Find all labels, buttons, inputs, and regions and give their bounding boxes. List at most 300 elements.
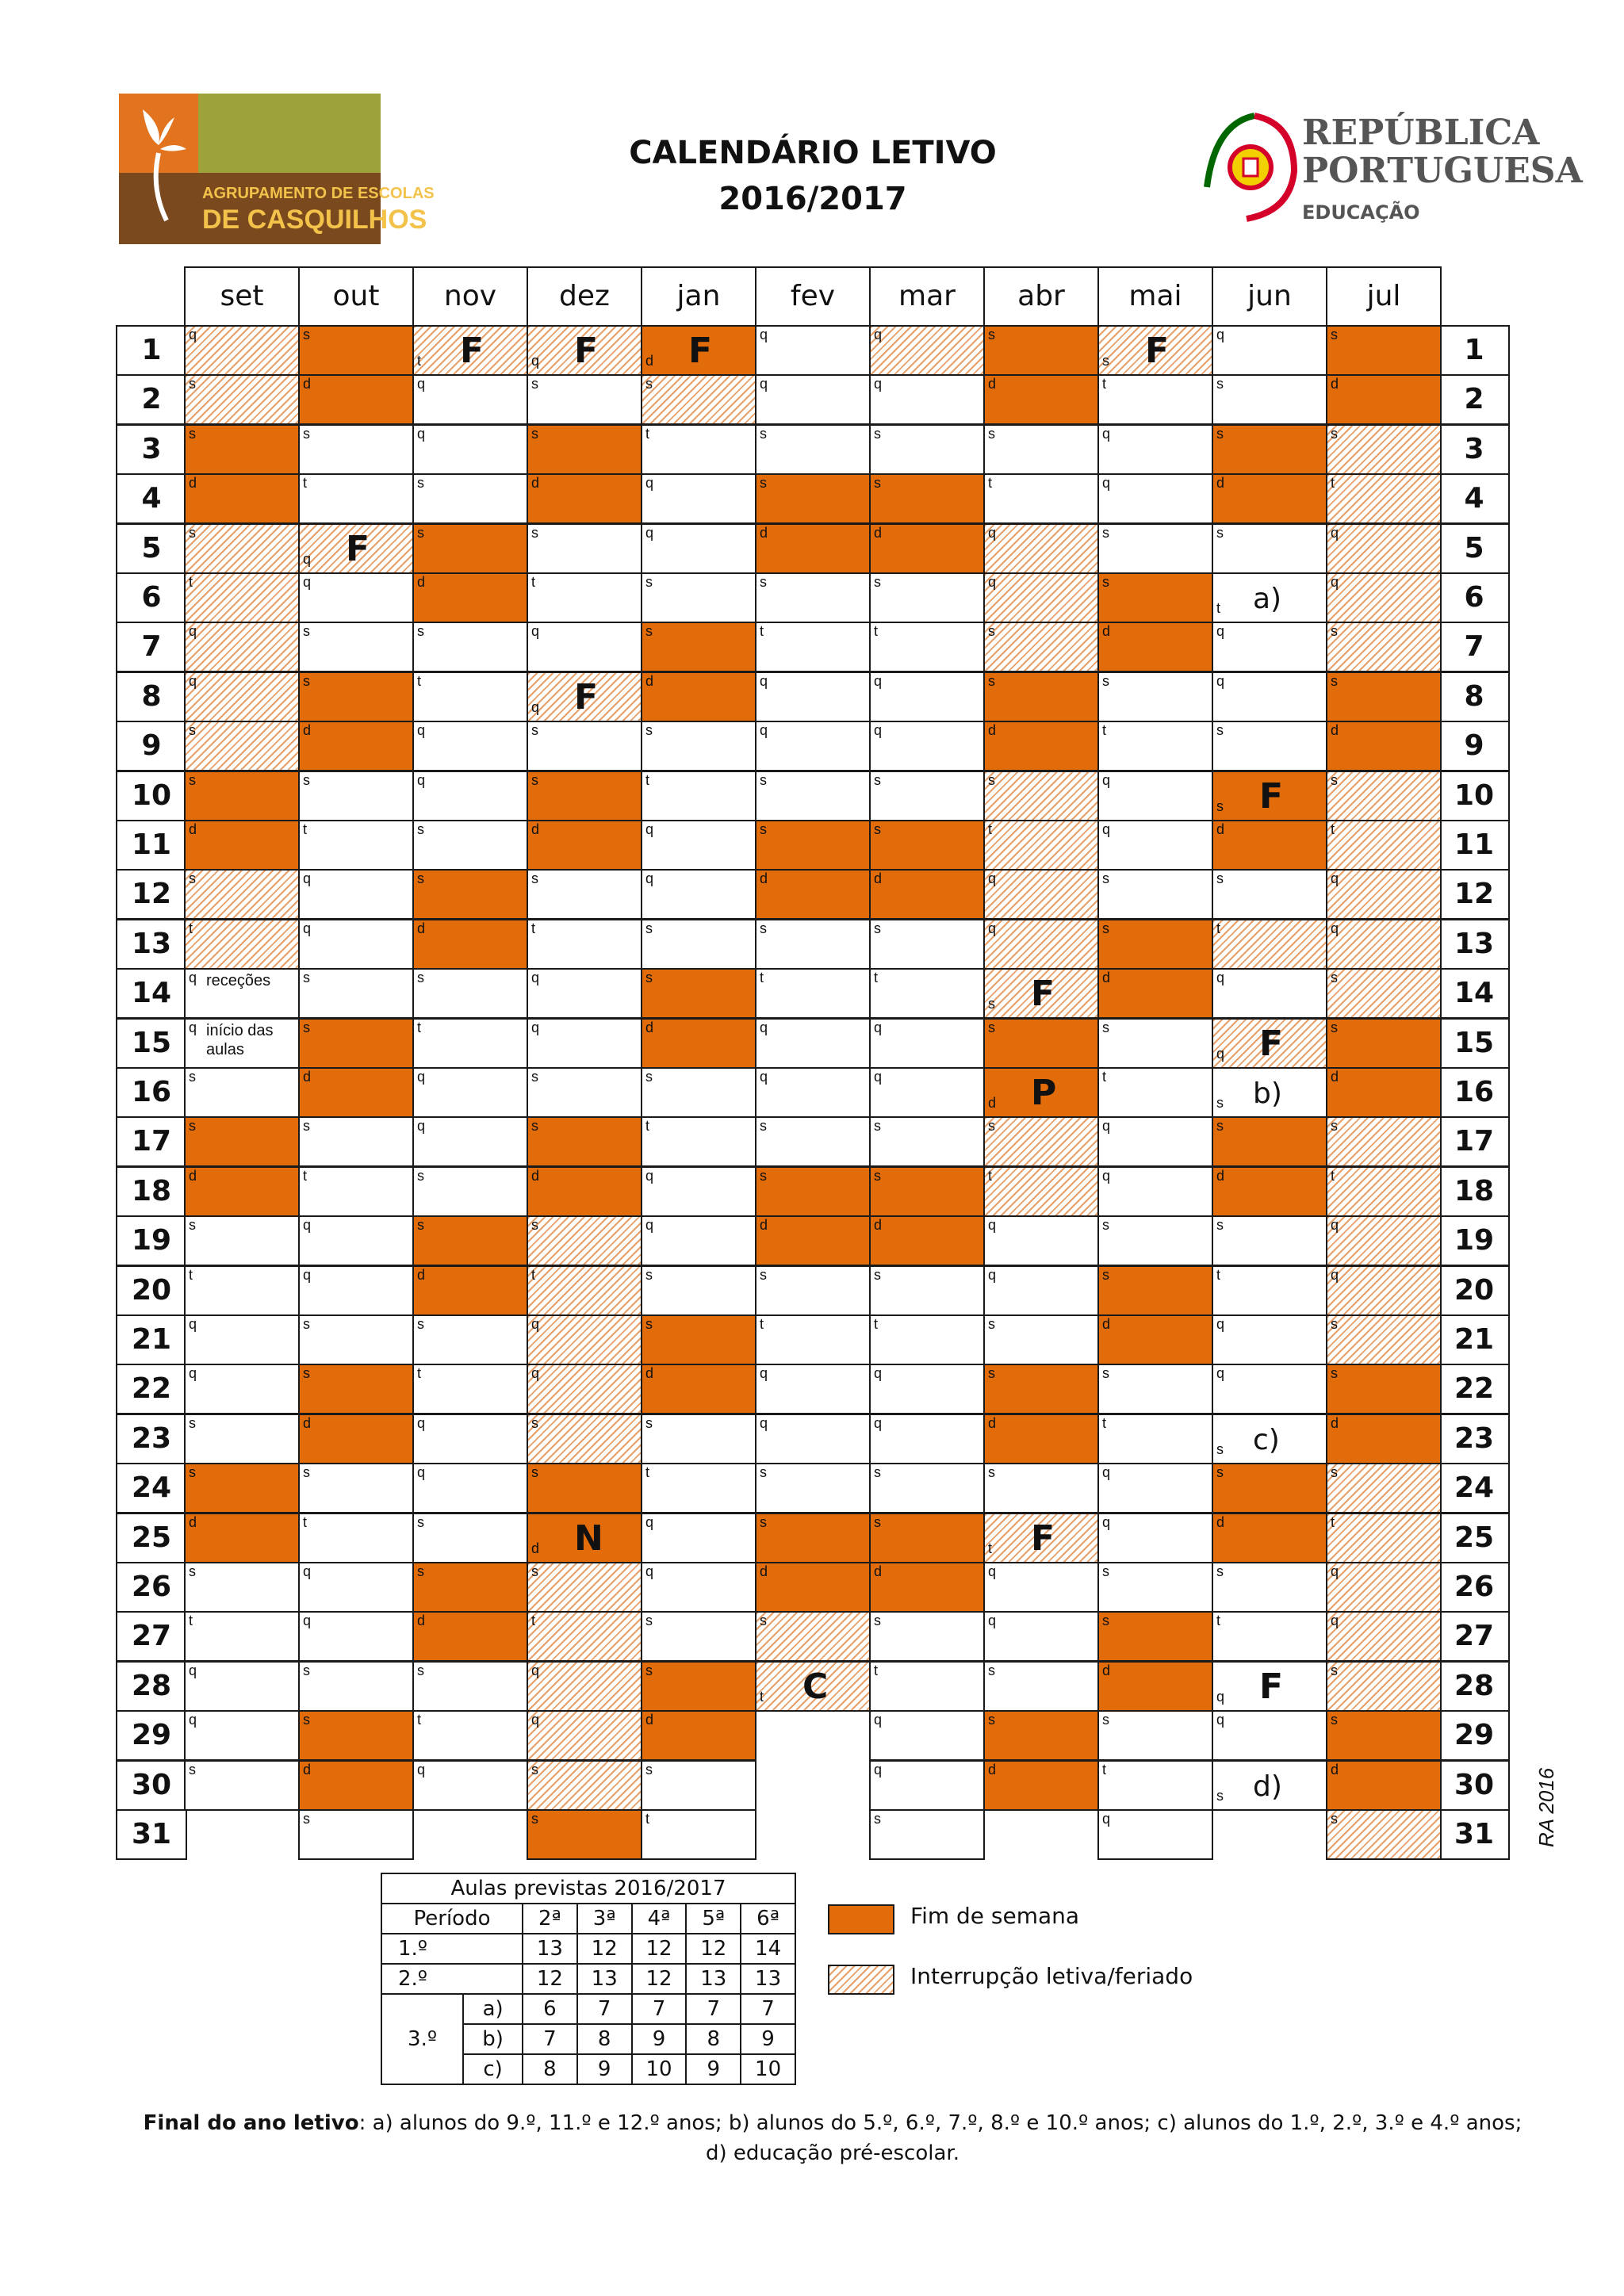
day-cell	[1326, 1067, 1442, 1118]
day-cell	[1326, 572, 1442, 623]
weekday-letter: q	[760, 376, 768, 392]
weekday-letter: t	[1331, 1168, 1335, 1184]
weekday-letter: q	[303, 1217, 312, 1233]
day-cell	[1326, 820, 1442, 871]
weekday-letter: s	[874, 920, 881, 936]
day-mark: F	[1031, 974, 1055, 1014]
day-cell	[1097, 473, 1213, 524]
weekday-letter: s	[303, 1118, 310, 1134]
weekday-letter: s	[1102, 353, 1109, 369]
footer-note	[143, 2109, 1522, 2137]
day-cell	[1212, 374, 1327, 425]
day-cell	[184, 1166, 300, 1217]
day-number-right: 8	[1438, 672, 1510, 722]
day-cell	[1212, 1116, 1327, 1167]
weekday-letter: t	[1216, 1267, 1221, 1283]
weekday-letter: s	[1216, 1095, 1224, 1111]
weekday-letter: q	[760, 673, 768, 689]
day-cell	[184, 721, 300, 771]
day-cell	[298, 1215, 414, 1266]
day-cell	[983, 1710, 1099, 1761]
day-cell	[298, 523, 414, 574]
weekday-letter: s	[189, 1464, 196, 1480]
day-cell	[641, 672, 756, 722]
day-cell	[641, 820, 756, 871]
day-cell	[184, 1414, 300, 1464]
day-cell	[641, 1463, 756, 1513]
weekday-letter: s	[760, 426, 767, 442]
day-cell	[298, 622, 414, 672]
day-cell	[527, 1314, 642, 1365]
weekday-letter: s	[189, 426, 196, 442]
day-cell	[755, 1414, 871, 1464]
weekday-letter: s	[303, 970, 310, 985]
weekday-letter: s	[988, 1712, 995, 1728]
day-cell	[1097, 919, 1213, 970]
weekday-letter: t	[760, 970, 764, 985]
day-cell	[1097, 523, 1213, 574]
day-cell	[1097, 1018, 1213, 1069]
day-cell	[412, 1760, 528, 1811]
weekday-letter: s	[531, 871, 538, 886]
weekday-letter: q	[645, 475, 654, 491]
day-cell	[1326, 473, 1442, 524]
weekday-letter: s	[417, 821, 424, 837]
day-cell	[298, 1265, 414, 1316]
day-cell	[527, 1760, 642, 1811]
end-of-year-note: b)	[1253, 1077, 1282, 1110]
weekday-letter: d	[1216, 1168, 1225, 1184]
weekday-letter: q	[417, 426, 426, 442]
weekday-letter: q	[531, 1365, 540, 1381]
day-cell	[1212, 1314, 1327, 1365]
day-cell	[412, 1314, 528, 1365]
weekday-letter: s	[988, 996, 995, 1012]
day-number-left: 9	[116, 721, 187, 771]
day-mark: F	[1259, 1667, 1284, 1707]
day-number-right: 20	[1438, 1265, 1510, 1316]
day-cell	[869, 1513, 985, 1563]
weekday-letter: q	[1216, 327, 1225, 342]
weekday-letter: q	[988, 1217, 997, 1233]
day-cell	[1097, 1166, 1213, 1217]
day-cell	[983, 1513, 1099, 1563]
day-cell	[184, 1661, 300, 1712]
day-number-left: 29	[116, 1710, 187, 1761]
weekday-letter: s	[189, 1762, 196, 1777]
day-cell	[1212, 523, 1327, 574]
day-number-right: 6	[1438, 572, 1510, 623]
weekday-letter: t	[1331, 475, 1335, 491]
day-cell	[1097, 721, 1213, 771]
weekday-letter: t	[645, 426, 650, 442]
weekday-letter: d	[531, 475, 540, 491]
day-number-right: 16	[1438, 1067, 1510, 1118]
weekday-letter: d	[531, 1168, 540, 1184]
day-cell	[412, 1364, 528, 1414]
day-number-left: 11	[116, 820, 187, 871]
day-number-left: 2	[116, 374, 187, 425]
weekday-letter: q	[1331, 525, 1339, 541]
day-cell	[641, 1760, 756, 1811]
day-annotation: início das aulas	[206, 1022, 274, 1058]
day-cell	[983, 672, 1099, 722]
weekday-letter: s	[874, 1267, 881, 1283]
day-cell	[1212, 919, 1327, 970]
day-cell	[184, 1265, 300, 1316]
weekday-letter: q	[417, 722, 426, 738]
month-header-out: out	[298, 266, 414, 328]
day-cell	[1212, 1611, 1327, 1662]
day-cell	[1326, 1364, 1442, 1414]
weekday-letter: q	[189, 1663, 197, 1678]
weekday-letter: s	[645, 1415, 653, 1431]
day-cell	[755, 1562, 871, 1613]
day-cell	[184, 1314, 300, 1365]
day-cell	[412, 1265, 528, 1316]
day-cell	[184, 672, 300, 722]
weekday-letter: q	[874, 673, 883, 689]
day-number-right: 13	[1438, 919, 1510, 970]
day-cell	[641, 473, 756, 524]
day-cell	[755, 771, 871, 821]
day-cell	[1097, 1760, 1213, 1811]
day-cell	[1212, 968, 1327, 1019]
day-cell	[983, 1414, 1099, 1464]
day-cell	[983, 473, 1099, 524]
day-mark: F	[1145, 331, 1170, 371]
weekday-letter: s	[1331, 1118, 1338, 1134]
weekday-letter: s	[1216, 1118, 1224, 1134]
day-annotation: receções	[206, 972, 271, 989]
day-cell	[298, 1760, 414, 1811]
day-number-left: 8	[116, 672, 187, 722]
weekday-letter: q	[988, 1563, 997, 1579]
weekday-letter: t	[1102, 1762, 1107, 1777]
day-number-left: 24	[116, 1463, 187, 1513]
day-cell	[1097, 1710, 1213, 1761]
day-number-right: 4	[1438, 473, 1510, 524]
weekday-letter: t	[988, 475, 993, 491]
day-cell	[412, 572, 528, 623]
day-cell	[983, 1215, 1099, 1266]
day-cell	[983, 325, 1099, 376]
weekday-letter: q	[988, 525, 997, 541]
day-cell	[184, 1611, 300, 1662]
day-cell	[527, 1116, 642, 1167]
weekday-letter: s	[417, 475, 424, 491]
legend-weekend-label: Fim de semana	[910, 1903, 1080, 1929]
day-cell	[641, 1661, 756, 1712]
weekday-letter: q	[303, 871, 312, 886]
day-cell	[1097, 820, 1213, 871]
weekday-letter: s	[531, 1069, 538, 1085]
day-cell	[1097, 968, 1213, 1019]
day-cell	[298, 1710, 414, 1761]
weekday-letter: s	[303, 1663, 310, 1678]
day-mark: N	[574, 1518, 603, 1559]
weekday-letter: s	[1216, 525, 1224, 541]
day-cell	[527, 1661, 642, 1712]
day-cell	[412, 424, 528, 475]
day-cell	[641, 1809, 756, 1860]
day-number-left: 18	[116, 1166, 187, 1217]
day-cell	[1326, 1314, 1442, 1365]
day-mark: F	[574, 677, 599, 718]
day-cell	[1326, 325, 1442, 376]
day-cell	[755, 1364, 871, 1414]
day-cell	[641, 1067, 756, 1118]
day-cell	[1326, 968, 1442, 1019]
day-cell	[869, 1760, 985, 1811]
day-cell	[412, 919, 528, 970]
weekday-letter: q	[874, 1762, 883, 1777]
day-cell	[755, 1018, 871, 1069]
weekday-letter: s	[189, 871, 196, 886]
weekday-letter: q	[645, 1563, 654, 1579]
month-header-fev: fev	[755, 266, 871, 328]
weekday-letter: s	[417, 1316, 424, 1332]
day-cell	[1097, 1463, 1213, 1513]
day-cell	[869, 820, 985, 871]
day-cell	[1326, 672, 1442, 722]
weekday-letter: t	[417, 1712, 422, 1728]
weekday-letter: q	[1216, 970, 1225, 985]
day-cell	[298, 721, 414, 771]
day-mark: F	[460, 331, 485, 371]
weekday-letter: s	[417, 871, 424, 886]
weekday-letter: t	[531, 1613, 536, 1628]
month-header-jul: jul	[1326, 266, 1442, 328]
weekday-letter: s	[1331, 1663, 1338, 1678]
day-cell	[412, 771, 528, 821]
weekday-letter: s	[874, 821, 881, 837]
day-mark: F	[346, 529, 370, 569]
day-cell	[983, 1463, 1099, 1513]
weekday-letter: q	[531, 1316, 540, 1332]
day-number-left: 22	[116, 1364, 187, 1414]
weekday-letter: t	[303, 475, 308, 491]
weekday-letter: q	[189, 673, 197, 689]
weekday-letter: s	[760, 1613, 767, 1628]
weekday-letter: q	[303, 920, 312, 936]
day-number-right: 17	[1438, 1116, 1510, 1167]
day-cell	[412, 1661, 528, 1712]
weekday-letter: q	[417, 1069, 426, 1085]
day-cell	[983, 622, 1099, 672]
day-cell	[1097, 1116, 1213, 1167]
weekday-letter: d	[189, 1168, 197, 1184]
day-cell	[1097, 1215, 1213, 1266]
weekday-letter: s	[417, 1217, 424, 1233]
day-cell	[298, 424, 414, 475]
day-number-left: 28	[116, 1661, 187, 1712]
weekday-letter: s	[645, 1069, 653, 1085]
day-cell	[641, 869, 756, 920]
weekday-letter: d	[1102, 970, 1111, 985]
weekday-letter: t	[189, 1267, 193, 1283]
weekday-letter: s	[1216, 376, 1224, 392]
day-cell	[412, 622, 528, 672]
weekday-letter: s	[874, 1464, 881, 1480]
weekday-letter: q	[1216, 1689, 1225, 1705]
weekday-letter: q	[189, 1316, 197, 1332]
day-cell	[184, 1710, 300, 1761]
summary-col-header: 4ª	[632, 1904, 687, 1934]
day-cell	[1097, 325, 1213, 376]
weekday-letter: t	[760, 1689, 764, 1705]
weekday-letter: q	[988, 574, 997, 590]
weekday-letter: t	[645, 1118, 650, 1134]
day-number-right: 3	[1438, 424, 1510, 475]
weekday-letter: s	[1102, 1365, 1109, 1381]
weekday-letter: q	[874, 1020, 883, 1035]
day-cell	[1326, 1414, 1442, 1464]
day-cell	[1212, 622, 1327, 672]
day-cell	[869, 771, 985, 821]
day-cell	[527, 1513, 642, 1563]
day-cell	[983, 424, 1099, 475]
day-mark: F	[1031, 1518, 1055, 1559]
weekday-letter: t	[874, 623, 879, 639]
day-cell	[1326, 1513, 1442, 1563]
day-cell	[869, 1661, 985, 1712]
weekday-letter: s	[303, 1712, 310, 1728]
weekday-letter: t	[874, 1663, 879, 1678]
day-number-right: 15	[1438, 1018, 1510, 1069]
weekday-letter: s	[874, 1514, 881, 1530]
weekday-letter: d	[760, 1563, 768, 1579]
weekday-letter: t	[1216, 1613, 1221, 1628]
day-cell	[527, 1265, 642, 1316]
day-cell	[869, 1364, 985, 1414]
weekday-letter: q	[1216, 1046, 1225, 1062]
day-number-left: 5	[116, 523, 187, 574]
weekday-letter: s	[531, 1118, 538, 1134]
day-cell	[755, 424, 871, 475]
weekday-letter: s	[760, 821, 767, 837]
weekday-letter: q	[303, 574, 312, 590]
weekday-letter: q	[189, 623, 197, 639]
day-cell	[755, 1314, 871, 1365]
weekday-letter: s	[1102, 1712, 1109, 1728]
weekday-letter: s	[760, 1118, 767, 1134]
weekday-letter: s	[531, 1563, 538, 1579]
weekday-letter: q	[1102, 1514, 1111, 1530]
day-cell	[184, 820, 300, 871]
weekday-letter: s	[417, 1168, 424, 1184]
day-cell	[755, 572, 871, 623]
weekday-letter: d	[189, 1514, 197, 1530]
footer-note-bold: Final do ano letivo	[143, 2111, 359, 2135]
weekday-letter: q	[760, 327, 768, 342]
weekday-letter: s	[417, 525, 424, 541]
weekday-letter: q	[1102, 772, 1111, 788]
weekday-letter: q	[1331, 871, 1339, 886]
day-cell	[412, 325, 528, 376]
weekday-letter: d	[874, 1563, 883, 1579]
day-cell	[298, 1809, 414, 1860]
weekday-letter: d	[988, 1762, 997, 1777]
weekday-letter: s	[1216, 722, 1224, 738]
weekday-letter: q	[417, 1415, 426, 1431]
weekday-letter: t	[189, 1613, 193, 1628]
table-row: 1.º 13 12 12 12 14	[381, 1934, 795, 1964]
weekday-letter: s	[303, 327, 310, 342]
weekday-letter: s	[531, 1464, 538, 1480]
weekday-letter: t	[303, 1514, 308, 1530]
weekday-letter: q	[988, 920, 997, 936]
weekday-letter: d	[303, 1415, 312, 1431]
weekday-letter: q	[645, 1514, 654, 1530]
day-cell	[298, 1661, 414, 1712]
day-cell	[527, 622, 642, 672]
weekday-letter: t	[1331, 821, 1335, 837]
weekday-letter: q	[417, 772, 426, 788]
day-cell	[184, 1116, 300, 1167]
day-number-left: 3	[116, 424, 187, 475]
day-cell	[1326, 1018, 1442, 1069]
day-cell	[412, 1463, 528, 1513]
day-cell	[298, 869, 414, 920]
weekday-letter: s	[531, 376, 538, 392]
day-cell	[1326, 1661, 1442, 1712]
weekday-letter: s	[303, 1811, 310, 1827]
day-cell	[755, 325, 871, 376]
weekday-letter: s	[874, 1118, 881, 1134]
day-number-right: 1	[1438, 325, 1510, 376]
day-cell	[527, 523, 642, 574]
day-cell	[641, 1215, 756, 1266]
day-cell	[755, 374, 871, 425]
day-cell	[1326, 374, 1442, 425]
weekday-letter: t	[1216, 600, 1221, 616]
day-cell	[641, 1265, 756, 1316]
weekday-letter: s	[988, 1365, 995, 1381]
weekday-letter: t	[303, 1168, 308, 1184]
day-cell	[1212, 1661, 1327, 1712]
day-cell	[1097, 1364, 1213, 1414]
weekday-letter: d	[417, 920, 426, 936]
day-number-right: 14	[1438, 968, 1510, 1019]
day-cell	[184, 622, 300, 672]
day-cell	[1097, 672, 1213, 722]
weekday-letter: s	[1331, 1464, 1338, 1480]
table-row: c) 8 9 10 9 10	[381, 2054, 795, 2084]
month-header-jun: jun	[1212, 266, 1327, 328]
legend-weekend-swatch	[828, 1904, 894, 1934]
weekday-letter: s	[645, 1762, 653, 1777]
weekday-letter: s	[1216, 1788, 1224, 1804]
weekday-letter: s	[189, 376, 196, 392]
day-cell	[298, 1562, 414, 1613]
day-cell	[184, 1215, 300, 1266]
weekday-letter: s	[531, 525, 538, 541]
weekday-letter: s	[1102, 574, 1109, 590]
day-cell	[298, 1463, 414, 1513]
weekday-letter: s	[189, 1069, 196, 1085]
summary-col-header: 2ª	[523, 1904, 577, 1934]
day-cell	[641, 572, 756, 623]
day-number-right: 28	[1438, 1661, 1510, 1712]
weekday-letter: t	[1216, 920, 1221, 936]
weekday-letter: d	[303, 376, 312, 392]
weekday-letter: q	[1331, 1217, 1339, 1233]
weekday-letter: t	[645, 1464, 650, 1480]
day-cell	[298, 919, 414, 970]
day-cell	[1212, 1215, 1327, 1266]
weekday-letter: s	[1331, 1365, 1338, 1381]
